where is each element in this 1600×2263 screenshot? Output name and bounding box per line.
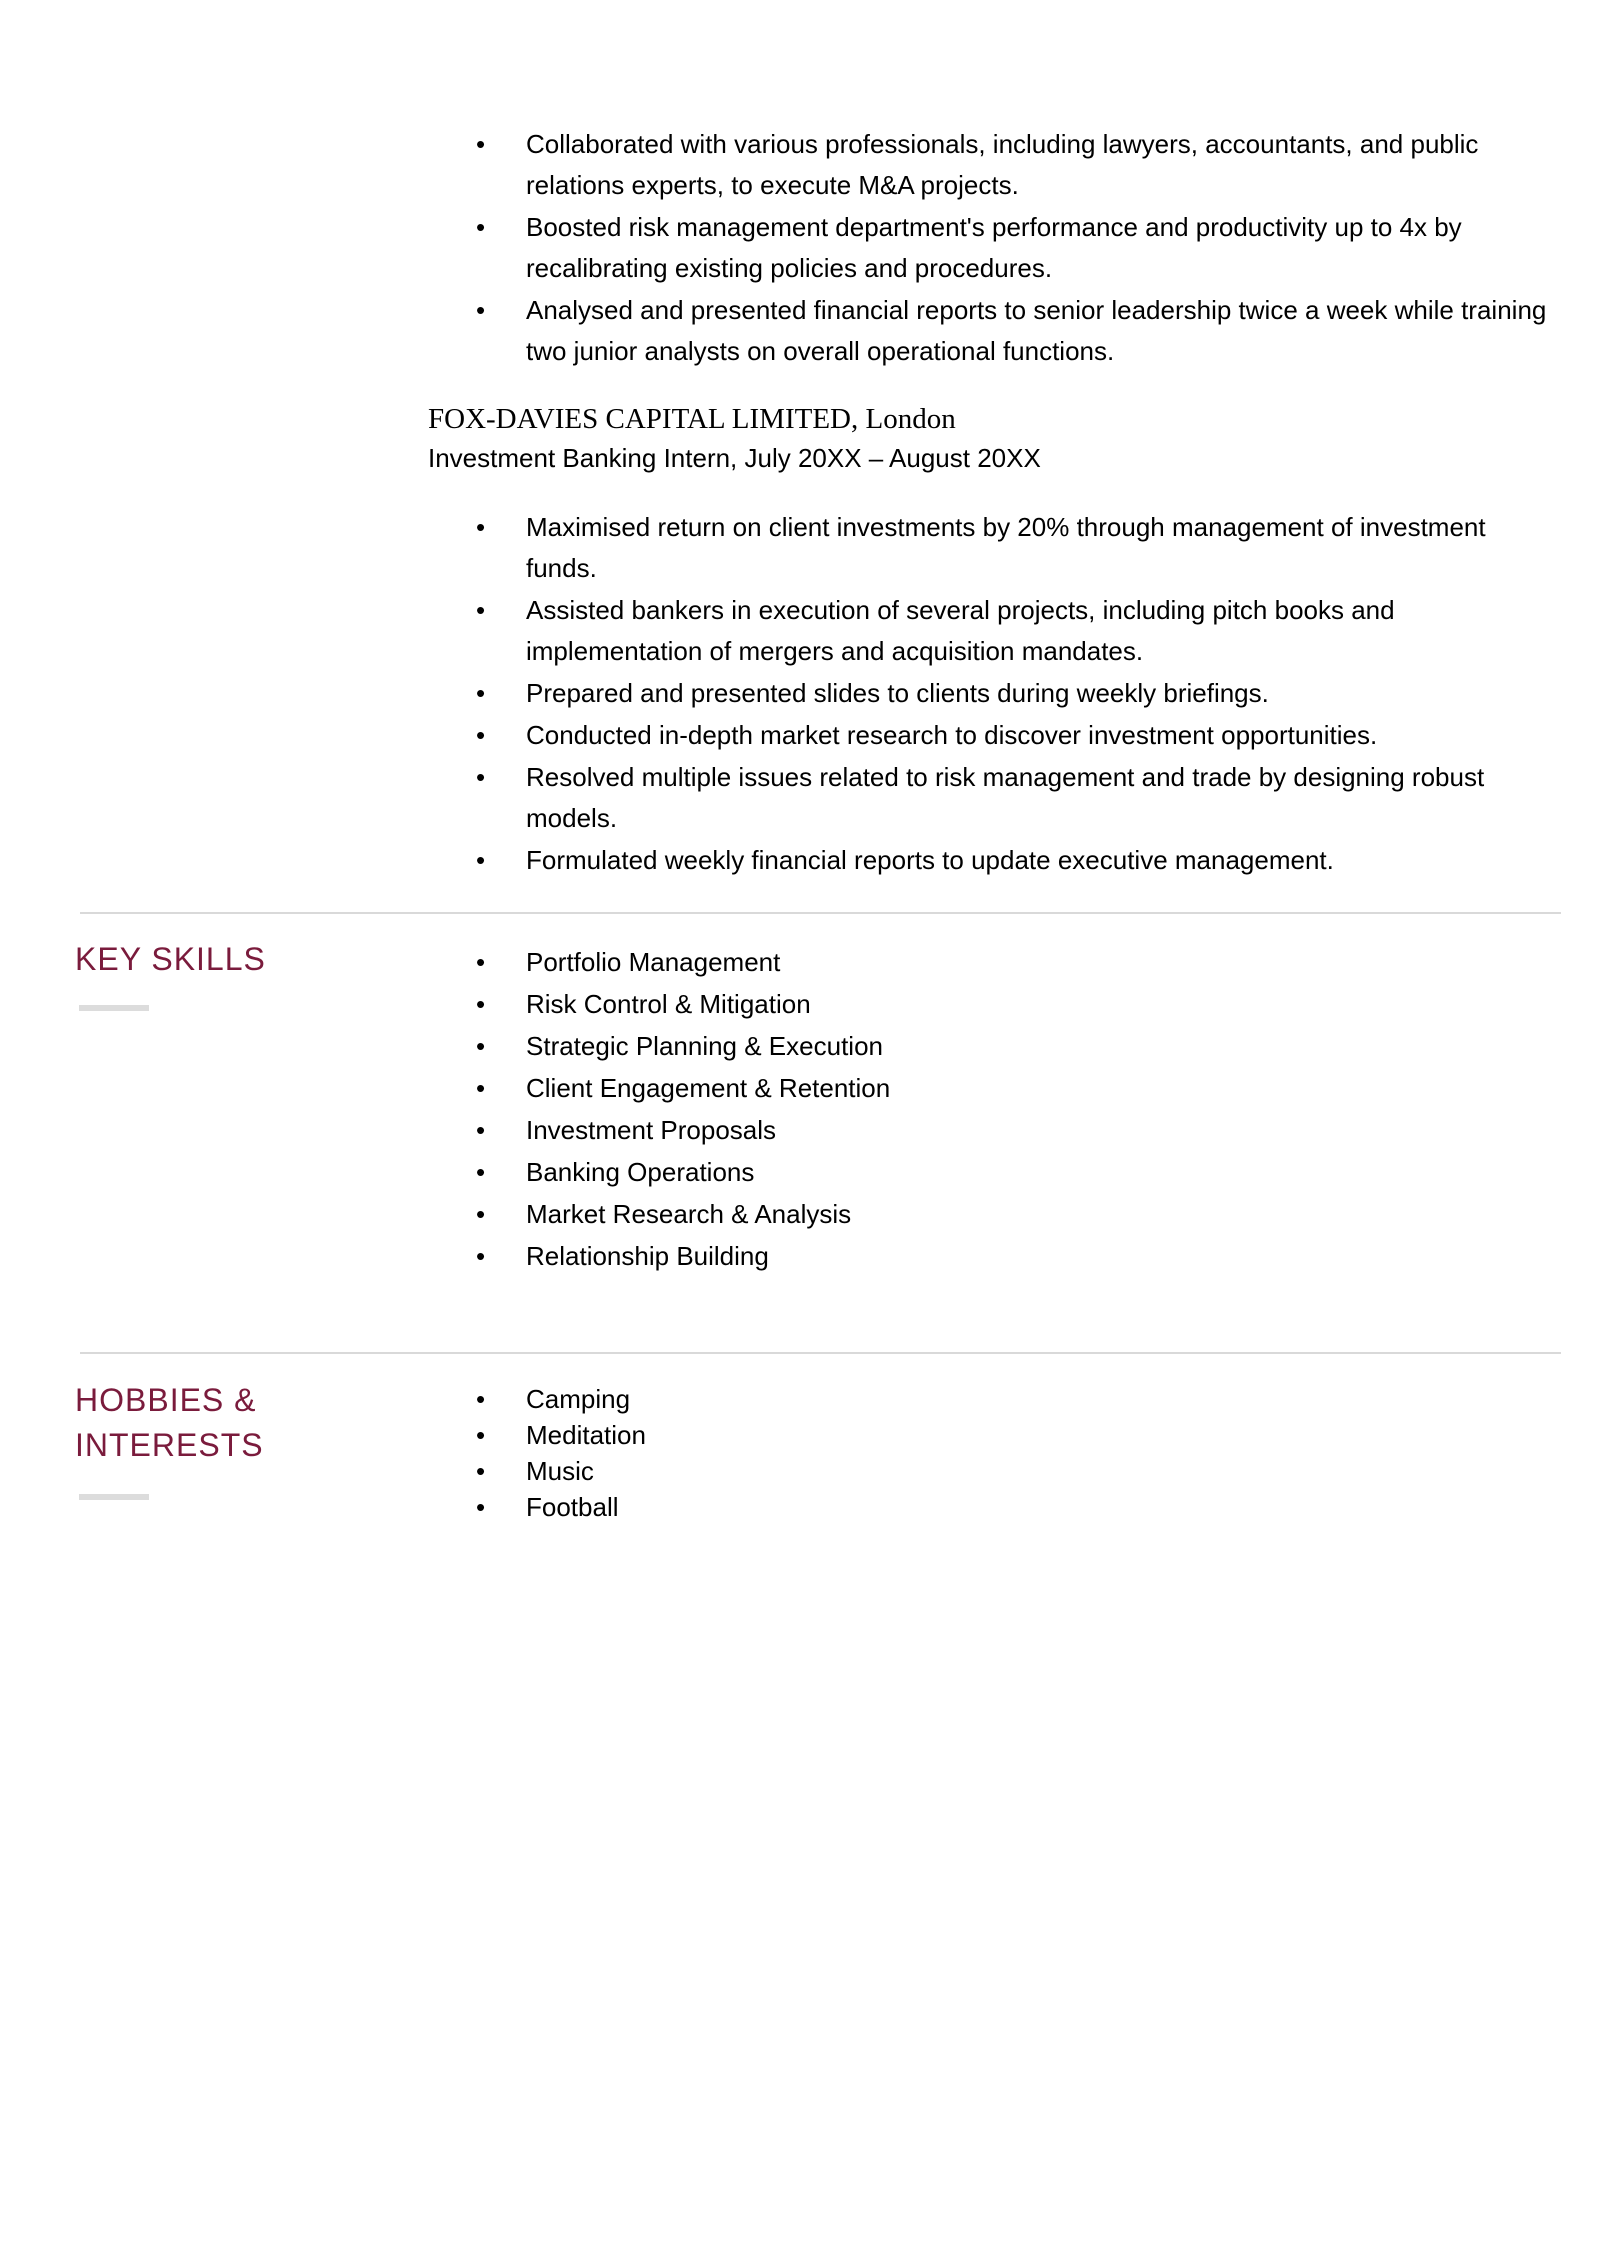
job-role: Investment Banking Intern, July 20XX – August 20XX: [428, 443, 1041, 473]
list-item: [476, 1236, 1561, 1277]
list-item: [476, 1152, 1561, 1193]
hobby-text: Music: [526, 1456, 594, 1486]
hobbies-heading: [75, 1378, 375, 1468]
list-item: [476, 1068, 1561, 1109]
bullet-icon: •: [476, 295, 486, 325]
job-bullets: [476, 507, 1561, 882]
bullet-icon: •: [476, 1492, 486, 1522]
skill-text: Client Engagement & Retention: [526, 1073, 891, 1103]
bullet-icon: •: [476, 845, 486, 875]
skill-text: Portfolio Management: [526, 947, 781, 977]
heading-underline-bar: [79, 1494, 149, 1500]
hobbies-list: [476, 1381, 1561, 1525]
bullet-icon: •: [476, 1420, 486, 1450]
bullet-text: Formulated weekly financial reports to update executive management.: [526, 845, 1334, 875]
bullet-icon: •: [476, 678, 486, 708]
skill-text: Relationship Building: [526, 1241, 769, 1271]
skill-text: Risk Control & Mitigation: [526, 989, 811, 1019]
key-skills-heading: KEY SKILLS: [75, 941, 266, 977]
skill-text: Investment Proposals: [526, 1115, 777, 1145]
bullet-icon: •: [476, 1241, 486, 1271]
list-item: [476, 290, 1561, 372]
bullet-icon: •: [476, 1199, 486, 1229]
list-item: [476, 673, 1561, 714]
list-item: [476, 207, 1561, 289]
hobby-text: Camping: [526, 1384, 631, 1414]
bullet-icon: •: [476, 989, 486, 1019]
bullet-text: Conducted in-depth market research to discover investment opportunities.: [526, 720, 1378, 750]
skill-text: Strategic Planning & Execution: [526, 1031, 883, 1061]
bullet-text: Boosted risk management department's performance and productivity up to 4x by recalibrating existing policies and procedures.: [526, 212, 1462, 283]
heading-underline-bar: [79, 1005, 149, 1011]
bullet-icon: •: [476, 947, 486, 977]
bullet-icon: •: [476, 129, 486, 159]
bullet-text: Collaborated with various professionals, including lawyers, accountants, and public relations experts, to execute M&A projects.: [526, 129, 1479, 200]
section-divider: [80, 912, 1561, 914]
bullet-icon: •: [476, 762, 486, 792]
bullet-icon: •: [476, 1384, 486, 1414]
list-item: [476, 1026, 1561, 1067]
bullet-text: Analysed and presented financial reports to senior leadership twice a week while training two junior analysts on overall operational functions.: [526, 295, 1547, 366]
list-item: [476, 1417, 1561, 1453]
key-skills-list: [476, 942, 1561, 1278]
hobby-text: Football: [526, 1492, 619, 1522]
previous-job-bullets: [476, 124, 1561, 373]
list-item: [476, 984, 1561, 1025]
list-item: [476, 1489, 1561, 1525]
bullet-icon: •: [476, 512, 486, 542]
bullet-icon: •: [476, 212, 486, 242]
skill-text: Market Research & Analysis: [526, 1199, 852, 1229]
list-item: [476, 840, 1561, 881]
job-employer: FOX-DAVIES CAPITAL LIMITED, London: [428, 403, 956, 435]
hobbies-heading-line1: HOBBIES &: [75, 1382, 257, 1418]
bullet-text: Assisted bankers in execution of several projects, including pitch books and implementation of mergers and acquisition mandates.: [526, 595, 1395, 666]
bullet-icon: •: [476, 1157, 486, 1187]
bullet-text: Prepared and presented slides to clients during weekly briefings.: [526, 678, 1269, 708]
bullet-text: Maximised return on client investments by 20% through management of investment funds.: [526, 512, 1486, 583]
list-item: [476, 715, 1561, 756]
bullet-text: Resolved multiple issues related to risk management and trade by designing robust models.: [526, 762, 1485, 833]
bullet-icon: •: [476, 1456, 486, 1486]
list-item: [476, 124, 1561, 206]
bullet-icon: •: [476, 1115, 486, 1145]
bullet-icon: •: [476, 595, 486, 625]
list-item: [476, 1381, 1561, 1417]
list-item: [476, 942, 1561, 983]
bullet-icon: •: [476, 1031, 486, 1061]
list-item: [476, 757, 1561, 839]
list-item: [476, 507, 1561, 589]
hobbies-heading-line2: INTERESTS: [75, 1427, 264, 1463]
list-item: [476, 1110, 1561, 1151]
skill-text: Banking Operations: [526, 1157, 755, 1187]
list-item: [476, 1194, 1561, 1235]
hobby-text: Meditation: [526, 1420, 646, 1450]
section-divider: [80, 1352, 1561, 1354]
list-item: [476, 590, 1561, 672]
bullet-icon: •: [476, 1073, 486, 1103]
list-item: [476, 1453, 1561, 1489]
bullet-icon: •: [476, 720, 486, 750]
